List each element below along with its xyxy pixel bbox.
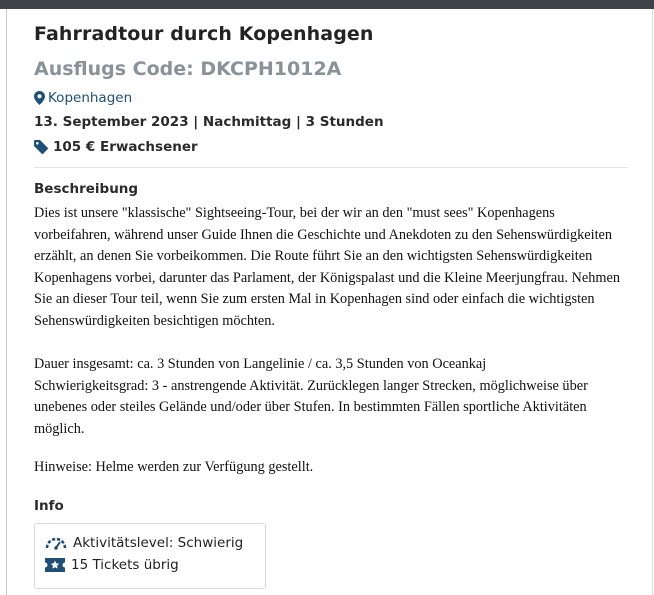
info-heading: Info (34, 498, 64, 515)
tickets-row (45, 554, 255, 576)
notes-text: Hinweise: Helme werden zur Verfügung gestellt. (34, 458, 314, 475)
divider (34, 167, 628, 168)
gauge-icon (45, 536, 67, 550)
excursion-code: Ausflugs Code: DKCPH1012A (34, 58, 342, 80)
tickets-label: 15 Tickets übrig (71, 557, 179, 574)
top-bar (0, 0, 654, 9)
date-time-duration: 13. September 2023 | Nachmittag | 3 Stunden (34, 114, 384, 130)
difficulty-text: Schwierigkeitsgrad: 3 - anstrengende Aktivität. Zurücklegen langer Strecken, möglichweise über unebenes oder steiles Gelände und/oder über Stufen. In bestimmten Fällen sportliche Aktivitäten möglich. (34, 377, 588, 437)
activity-level-label: Aktivitätslevel: Schwierig (73, 535, 244, 552)
price-line (34, 137, 628, 157)
info-box (34, 523, 266, 589)
map-pin-icon (34, 91, 45, 105)
description-text (34, 203, 628, 478)
duration-text: Dauer insgesamt: ca. 3 Stunden von Langelinie / ca. 3,5 Stunden von Oceankaj (34, 356, 487, 373)
page-title: Fahrradtour durch Kopenhagen (34, 23, 374, 45)
activity-level-row (45, 532, 255, 554)
ticket-star-icon (45, 557, 65, 573)
left-border (6, 9, 7, 595)
description-paragraph: Dies ist unsere "klassische" Sightseeing-Tour, bei der wir an den "must sees" Kopenhagens vorbeifahren, während unser Guide Ihnen die Geschichte und Anekdoten zu den Sehenswürdigkeiten erzählt, an denen Sie vorbeikommen. Die Route führt Sie an den wichtigsten Sehenswürdigkeiten Kopenhagens vorbei, darunter das Parlament, der Königspalast und die Kleine Meerjungfrau. Nehmen Sie an dieser Tour teil, wenn Sie zum ersten Mal in Kopenhagen sind oder einfach die wichtigsten Sehenswürdigkeiten besichtigen möchten. (34, 205, 620, 329)
right-border (652, 9, 653, 595)
location-label: Kopenhagen (48, 90, 133, 106)
tour-detail-panel (34, 20, 628, 589)
price-label: 105 € Erwachsener (53, 139, 198, 155)
price-tag-icon (34, 140, 48, 154)
description-heading: Beschreibung (34, 181, 139, 197)
location-link[interactable] (34, 90, 132, 106)
